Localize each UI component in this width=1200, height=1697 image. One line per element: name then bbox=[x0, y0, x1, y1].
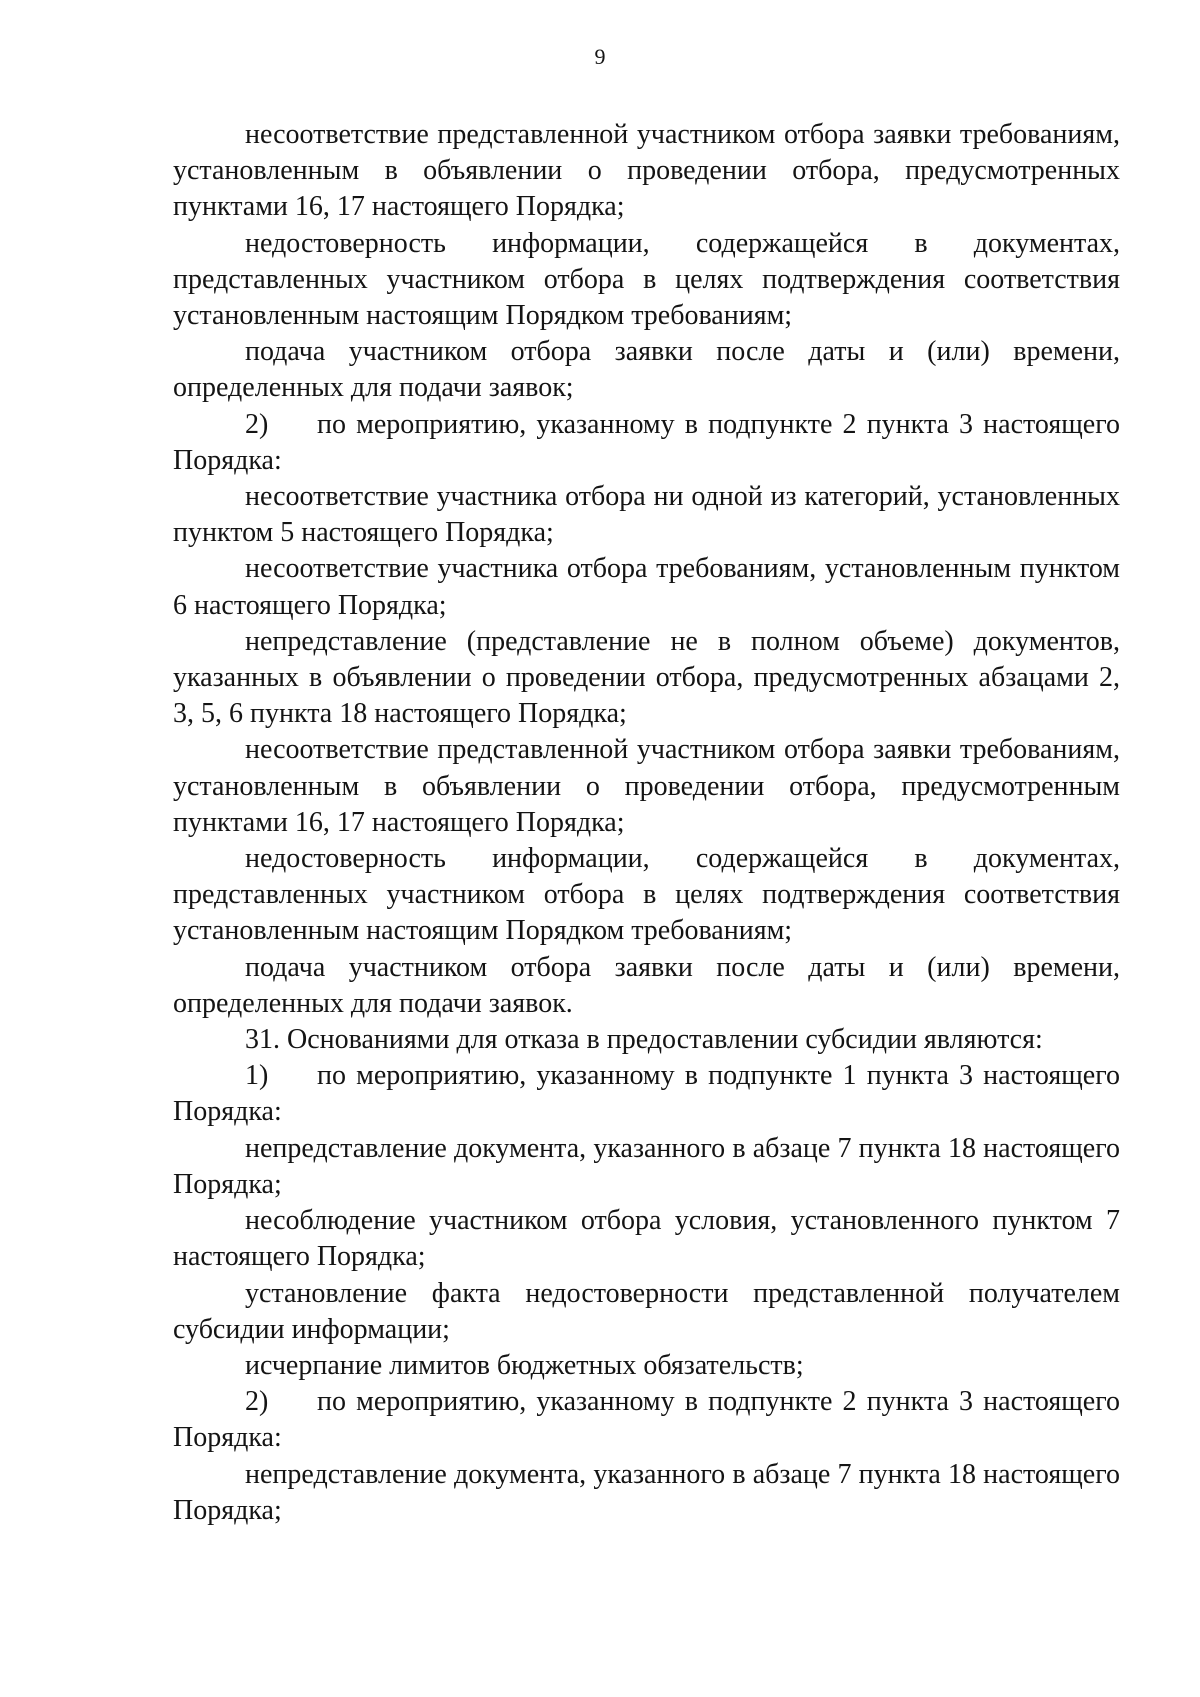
list-item-number: 2) bbox=[245, 1386, 269, 1418]
paragraph: непредставление документа, указанного в абзаце 7 пункта 18 настоящего Порядка; bbox=[173, 1132, 1120, 1200]
paragraph: недостоверность информации, содержащейся в документах, представленных участником отбора в целях подтверждения соответствия установленным настоящим Порядком требованиям; bbox=[173, 227, 1120, 332]
list-item-text: по мероприятию, указанному в подпункте 1 пункта 3 настоящего Порядка: bbox=[173, 1060, 1120, 1128]
paragraph: несоответствие представленной участником отбора заявки требованиям, установленным в объявлении о проведении отбора, предусмотренным пунктами 16, 17 настоящего Порядка; bbox=[173, 734, 1120, 838]
paragraph: несоблюдение участником отбора условия, установленного пунктом 7 настоящего Порядка; bbox=[173, 1205, 1120, 1273]
paragraph: непредставление документа, указанного в абзаце 7 пункта 18 настоящего Порядка; bbox=[173, 1458, 1120, 1526]
paragraph: несоответствие представленной участником отбора заявки требованиям, установленным в объявлении о проведении отбора, предусмотренных пунктами 16, 17 настоящего Порядка; bbox=[173, 119, 1120, 223]
paragraph: непредставление (представление не в полном объеме) документов, указанных в объявлении о проведении отбора, предусмотренных абзацами 2, 3, 5, 6 пункта 18 настоящего Порядка; bbox=[173, 625, 1120, 730]
paragraph: подача участником отбора заявки после даты и (или) времени, определенных для подачи заявок. bbox=[173, 951, 1120, 1019]
document-body bbox=[173, 117, 1120, 1529]
list-item bbox=[173, 407, 1120, 479]
paragraph: исчерпание лимитов бюджетных обязательств; bbox=[245, 1349, 804, 1381]
list-item-number: 2) bbox=[245, 408, 269, 440]
list-item bbox=[173, 1058, 1120, 1130]
list-item-text: по мероприятию, указанному в подпункте 2 пункта 3 настоящего Порядка: bbox=[173, 408, 1120, 476]
paragraph: недостоверность информации, содержащейся в документах, представленных участником отбора в целях подтверждения соответствия установленным настоящим Порядком требованиям; bbox=[173, 843, 1120, 947]
paragraph: подача участником отбора заявки после даты и (или) времени, определенных для подачи заявок; bbox=[173, 336, 1120, 404]
paragraph: несоответствие участника отбора требованиям, установленным пунктом 6 настоящего Порядка; bbox=[173, 553, 1120, 621]
list-item bbox=[173, 1384, 1120, 1456]
paragraph: 31. Основаниями для отказа в предоставлении субсидии являются: bbox=[245, 1024, 1043, 1056]
list-item-number: 1) bbox=[245, 1060, 269, 1092]
paragraph: несоответствие участника отбора ни одной из категорий, установленных пунктом 5 настоящего Порядка; bbox=[173, 481, 1120, 549]
paragraph: установление факта недостоверности представленной получателем субсидии информации; bbox=[173, 1277, 1120, 1345]
page-number: 9 bbox=[594, 44, 606, 69]
list-item-text: по мероприятию, указанному в подпункте 2 пункта 3 настоящего Порядка: bbox=[173, 1386, 1120, 1454]
